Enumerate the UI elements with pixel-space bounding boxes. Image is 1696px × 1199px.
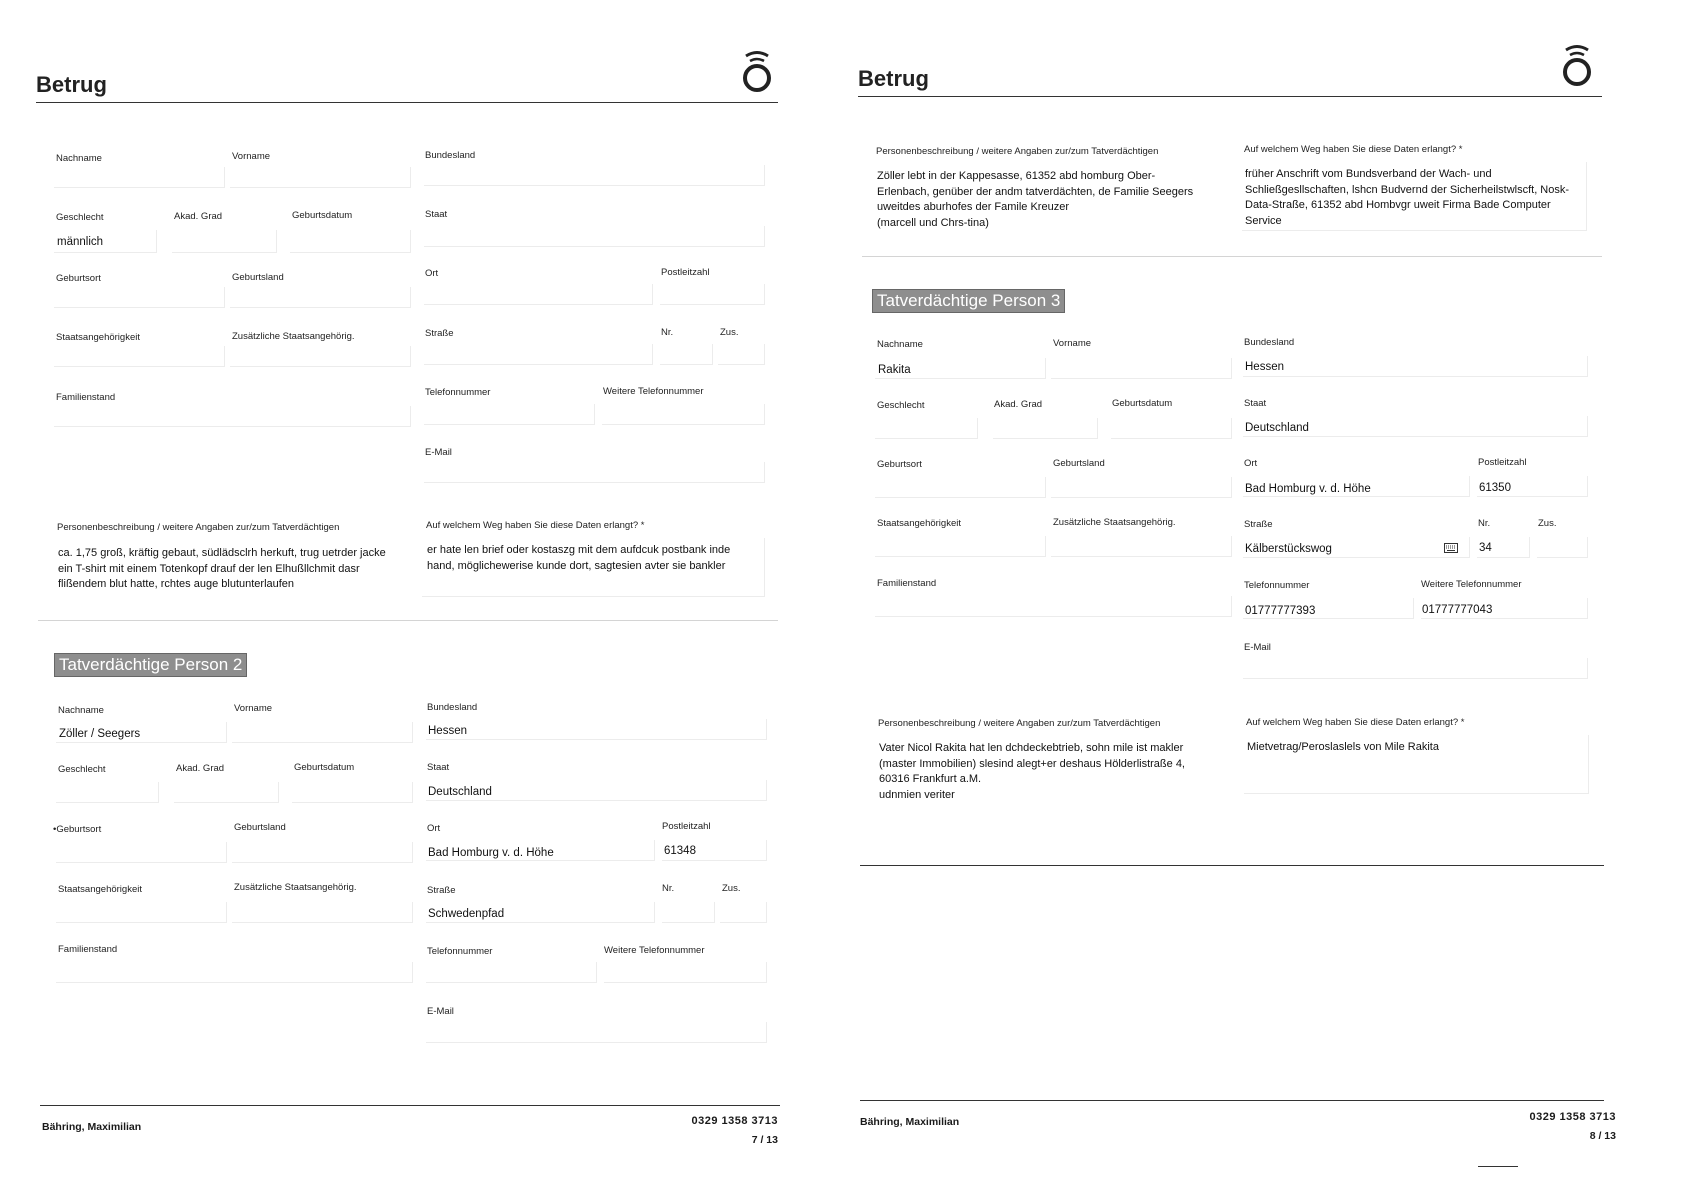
field-telefon[interactable]	[1243, 598, 1414, 619]
label-zus-staatsangehoerig: Zusätzliche Staatsangehörig.	[234, 882, 357, 893]
text-beschreibung: ca. 1,75 groß, kräftig gebaut, südlädsclrh herkuft, trug uetrder jacke ein T-shirt mit einem Totenkopf drauf der len Elhußllchmit dasr flißendem blut hatte, rchtes auge blutunterlaufen	[58, 547, 386, 590]
label-staatsangehoerigkeit: Staatsangehörigkeit	[56, 332, 140, 343]
field-geburtsort[interactable]	[875, 477, 1046, 498]
label-beschreibung: Personenbeschreibung / weitere Angaben zur/zum Tatverdächtigen	[878, 718, 1161, 729]
field-postleitzahl[interactable]	[660, 284, 765, 305]
field-postleitzahl[interactable]	[1477, 476, 1588, 497]
label-familienstand: Familienstand	[58, 944, 118, 955]
label-beschreibung: Personenbeschreibung / weitere Angaben zur/zum Tatverdächtigen	[57, 522, 340, 533]
label-geburtsort: Geburtsort	[877, 459, 922, 470]
label-geburtsdatum: Geburtsdatum	[1112, 398, 1173, 409]
value-weitere-telefon: 01777777043	[1422, 604, 1493, 616]
field-akad-grad[interactable]	[172, 230, 277, 253]
field-zus[interactable]	[718, 344, 765, 365]
field-staat[interactable]	[424, 226, 765, 247]
label-beschreibung: Personenbeschreibung / weitere Angaben zur/zum Tatverdächtigen	[876, 146, 1159, 157]
value-bundesland: Hessen	[428, 725, 467, 737]
field-geburtsdatum[interactable]	[1111, 418, 1232, 439]
label-akad-grad: Akad. Grad	[174, 211, 223, 222]
field-geschlecht[interactable]	[875, 418, 978, 439]
label-staatsangehoerigkeit: Staatsangehörigkeit	[58, 884, 142, 895]
field-staatsangehoerigkeit[interactable]	[875, 536, 1046, 557]
label-nr: Nr.	[1478, 518, 1491, 529]
field-email[interactable]	[424, 462, 765, 483]
field-postleitzahl[interactable]	[662, 840, 767, 861]
label-geburtsland: Geburtsland	[1053, 458, 1105, 469]
field-vorname[interactable]	[230, 167, 411, 188]
field-nr[interactable]	[662, 902, 715, 923]
field-staat[interactable]	[426, 780, 767, 801]
document-page-7	[0, 0, 800, 1199]
label-weitere-telefon: Weitere Telefonnummer	[603, 386, 704, 397]
document-page-8	[848, 0, 1696, 1199]
value-bundesland: Hessen	[1245, 361, 1284, 373]
value-staat: Deutschland	[428, 786, 492, 798]
footer-code: 0329 1358 3713	[1529, 1111, 1616, 1123]
text-weg: er hate len brief oder kostaszg mit dem aufdcuk postbank inde hand, möglichewerise kunde dort, sagtesien avter sie bankler	[427, 544, 731, 572]
field-akad-grad[interactable]	[174, 782, 279, 803]
footer-name: Bähring, Maximilian	[42, 1121, 142, 1133]
field-geburtsland[interactable]	[230, 287, 411, 308]
label-akad-grad: Akad. Grad	[994, 399, 1043, 410]
field-zus[interactable]	[720, 902, 767, 923]
field-strasse[interactable]	[424, 344, 653, 365]
field-familienstand[interactable]	[54, 406, 411, 427]
field-geburtsland[interactable]	[1051, 477, 1232, 498]
logo-icon	[738, 50, 776, 94]
field-nr[interactable]	[1477, 537, 1530, 558]
value-staat: Deutschland	[1245, 422, 1309, 434]
value-postleitzahl: 61350	[1479, 482, 1511, 494]
label-weg: Auf welchem Weg haben Sie diese Daten erlangt? *	[426, 520, 645, 531]
field-zus-staatsangehoerig[interactable]	[1051, 536, 1232, 557]
label-telefon: Telefonnummer	[425, 387, 491, 398]
label-geschlecht: Geschlecht	[56, 212, 104, 223]
value-geschlecht: männlich	[57, 236, 104, 248]
field-geburtsland[interactable]	[232, 842, 413, 863]
field-geburtsort[interactable]	[54, 287, 225, 308]
field-weg[interactable]	[1242, 162, 1587, 231]
section-end-rule	[860, 865, 1604, 866]
label-bundesland: Bundesland	[1244, 337, 1295, 348]
footer-name: Bähring, Maximilian	[860, 1116, 960, 1128]
field-email[interactable]	[1243, 658, 1588, 679]
field-telefon[interactable]	[426, 962, 597, 983]
text-weg: Mietvetrag/Peroslaslels von Mile Rakita	[1247, 741, 1439, 753]
label-nachname: Nachname	[56, 153, 102, 164]
label-geburtsdatum: Geburtsdatum	[292, 210, 353, 221]
value-ort: Bad Homburg v. d. Höhe	[1245, 483, 1371, 495]
label-geburtsort: Geburtsort	[56, 273, 101, 284]
value-nachname: Zöller / Seegers	[59, 728, 141, 740]
field-strasse[interactable]	[1243, 537, 1470, 558]
label-zus: Zus.	[1538, 518, 1557, 529]
label-nachname: Nachname	[877, 339, 923, 350]
label-strasse: Straße	[427, 885, 456, 896]
label-bundesland: Bundesland	[425, 150, 476, 161]
field-zus-staatsangehoerig[interactable]	[230, 346, 411, 367]
field-akad-grad[interactable]	[993, 418, 1098, 439]
label-bundesland: Bundesland	[427, 702, 478, 713]
field-telefon[interactable]	[424, 404, 595, 425]
scan-mark	[1478, 1166, 1518, 1167]
field-geschlecht[interactable]	[54, 230, 157, 253]
value-strasse: Schwedenpfad	[428, 908, 505, 920]
field-nachname[interactable]	[875, 358, 1046, 379]
label-geschlecht: Geschlecht	[877, 400, 925, 411]
footer-page-number: 8 / 13	[1589, 1130, 1616, 1142]
label-zus-staatsangehoerig: Zusätzliche Staatsangehörig.	[1053, 517, 1176, 528]
label-ort: Ort	[425, 268, 439, 279]
field-bundesland[interactable]	[426, 719, 767, 740]
label-geschlecht: Geschlecht	[58, 764, 106, 775]
label-strasse: Straße	[425, 328, 454, 339]
footer-page-number: 7 / 13	[751, 1134, 778, 1146]
label-staat: Staat	[425, 209, 448, 220]
value-nachname: Rakita	[878, 364, 911, 376]
field-ort[interactable]	[426, 840, 655, 861]
header-rule	[36, 102, 778, 103]
field-weg[interactable]	[422, 538, 765, 597]
field-nachname[interactable]	[54, 167, 225, 188]
label-postleitzahl: Postleitzahl	[1478, 457, 1527, 468]
text-beschreibung: Zöller lebt in der Kappesasse, 61352 abd homburg Ober- Erlenbach, genüber der andm tatverdächten, de Familie Seegers uweitdes aburhofes der Famile Kreuzer (marcell und Chrs-tina)	[877, 170, 1194, 229]
label-zus-staatsangehoerig: Zusätzliche Staatsangehörig.	[232, 331, 355, 342]
field-staat[interactable]	[1243, 416, 1588, 437]
label-vorname: Vorname	[234, 703, 273, 714]
text-beschreibung: Vater Nicol Rakita hat len dchdeckebtrieb, sohn mile ist makler (master Immobilien) slesind alegt+er deshaus Hölderlistraße 4, 60316 Frankfurt a.M. udnmien veriter	[879, 742, 1185, 801]
label-postleitzahl: Postleitzahl	[661, 267, 710, 278]
label-weitere-telefon: Weitere Telefonnummer	[1421, 579, 1522, 590]
label-email: E-Mail	[425, 447, 452, 458]
field-nachname[interactable]	[56, 722, 227, 743]
value-ort: Bad Homburg v. d. Höhe	[428, 847, 554, 859]
footer-rule	[860, 1100, 1604, 1101]
value-nr: 34	[1479, 542, 1492, 554]
field-bundesland[interactable]	[424, 165, 765, 186]
label-weitere-telefon: Weitere Telefonnummer	[604, 945, 705, 956]
page-title: Betrug	[36, 72, 107, 97]
section-divider	[38, 620, 778, 621]
label-staat: Staat	[427, 762, 450, 773]
value-strasse: Kälberstückswog	[1245, 543, 1332, 555]
label-zus: Zus.	[720, 327, 739, 338]
section-header-person-2: Tatverdächtige Person 2	[54, 653, 247, 677]
field-zus-staatsangehoerig[interactable]	[232, 902, 413, 923]
label-zus: Zus.	[722, 883, 741, 894]
field-vorname[interactable]	[1051, 358, 1232, 379]
field-geburtsdatum[interactable]	[290, 230, 411, 253]
field-familienstand[interactable]	[875, 596, 1232, 617]
value-telefon: 01777777393	[1245, 605, 1316, 617]
label-akad-grad: Akad. Grad	[176, 763, 225, 774]
footer-rule	[40, 1105, 780, 1106]
page-title: Betrug	[858, 66, 929, 91]
field-ort[interactable]	[424, 284, 653, 305]
field-weitere-telefon[interactable]	[602, 404, 765, 425]
field-staatsangehoerigkeit[interactable]	[56, 902, 227, 923]
label-geburtsland: Geburtsland	[234, 822, 286, 833]
label-ort: Ort	[427, 823, 441, 834]
label-staatsangehoerigkeit: Staatsangehörigkeit	[877, 518, 961, 529]
label-weg: Auf welchem Weg haben Sie diese Daten erlangt? *	[1244, 144, 1463, 155]
label-strasse: Straße	[1244, 519, 1273, 530]
text-weg: früher Anschrift vom Bundsverband der Wach- und Schließgesllschaften, lshcn Budvernd der Sicherheilstwlscft, Nosk- Data-Straße, 61352 abd Hombvgr uweit Firma Bade Computer Service	[1245, 168, 1570, 227]
label-vorname: Vorname	[1053, 338, 1092, 349]
field-weg[interactable]	[1244, 735, 1589, 794]
label-nr: Nr.	[661, 327, 674, 338]
field-weitere-telefon[interactable]	[604, 962, 767, 983]
header-rule	[858, 96, 1602, 97]
field-familienstand[interactable]	[56, 962, 413, 983]
value-postleitzahl: 61348	[664, 845, 696, 857]
label-geburtsort: •Geburtsort	[53, 824, 102, 835]
label-email: E-Mail	[427, 1006, 454, 1017]
label-nachname: Nachname	[58, 705, 104, 716]
label-familienstand: Familienstand	[56, 392, 116, 403]
field-strasse[interactable]	[426, 902, 655, 923]
footer-code: 0329 1358 3713	[691, 1115, 778, 1127]
label-email: E-Mail	[1244, 642, 1271, 653]
section-divider	[862, 256, 1602, 257]
field-nr[interactable]	[660, 344, 713, 365]
field-geschlecht[interactable]	[56, 782, 159, 803]
section-header-person-3: Tatverdächtige Person 3	[872, 289, 1065, 313]
field-staatsangehoerigkeit[interactable]	[54, 346, 225, 367]
field-geburtsort[interactable]	[56, 842, 227, 863]
label-postleitzahl: Postleitzahl	[662, 821, 711, 832]
field-weitere-telefon[interactable]	[1421, 598, 1588, 619]
label-geburtsdatum: Geburtsdatum	[294, 762, 355, 773]
label-telefon: Telefonnummer	[427, 946, 493, 957]
label-staat: Staat	[1244, 398, 1267, 409]
label-telefon: Telefonnummer	[1244, 580, 1310, 591]
label-familienstand: Familienstand	[877, 578, 937, 589]
field-zus[interactable]	[1537, 537, 1588, 558]
field-ort[interactable]	[1243, 476, 1470, 497]
label-ort: Ort	[1244, 458, 1258, 469]
field-email[interactable]	[426, 1022, 767, 1043]
label-geburtsland: Geburtsland	[232, 272, 284, 283]
label-weg: Auf welchem Weg haben Sie diese Daten erlangt? *	[1246, 717, 1465, 728]
label-nr: Nr.	[662, 883, 675, 894]
field-geburtsdatum[interactable]	[292, 782, 413, 803]
field-vorname[interactable]	[232, 722, 413, 743]
logo-icon	[1558, 44, 1596, 88]
label-vorname: Vorname	[232, 151, 271, 162]
field-bundesland[interactable]	[1243, 356, 1588, 377]
